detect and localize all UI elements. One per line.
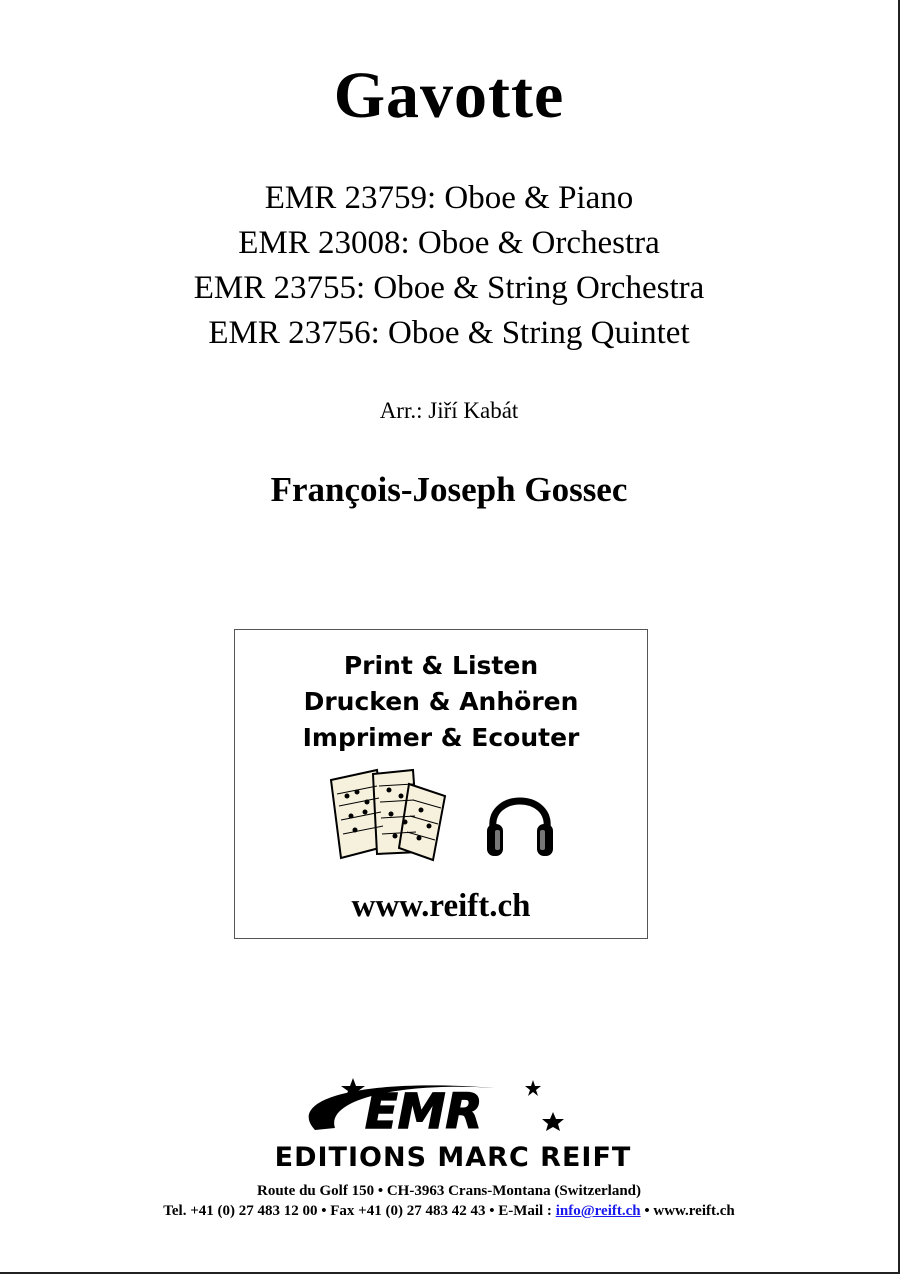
composer-name: François-Joseph Gossec xyxy=(270,470,628,509)
promo-line: Drucken & Anhören xyxy=(303,687,579,716)
promo-website: www.reift.ch xyxy=(351,888,531,924)
sheet-music-icon xyxy=(327,766,457,862)
logo-emr-text: EMR xyxy=(365,1084,483,1140)
arranger-credit: Arr.: Jiří Kabát xyxy=(379,398,519,423)
edition-item: EMR 23755: Oboe & String Orchestra xyxy=(193,270,705,306)
publisher-address: Route du Golf 150 • CH-3963 Crans-Montana (Switzerland) xyxy=(257,1183,641,1199)
edition-item: EMR 23008: Oboe & Orchestra xyxy=(238,225,660,261)
promo-line: Imprimer & Ecouter xyxy=(302,723,580,752)
promo-line: Print & Listen xyxy=(343,651,539,680)
emr-logo xyxy=(295,1072,585,1142)
edition-item: EMR 23759: Oboe & Piano xyxy=(264,180,634,216)
publisher-contact xyxy=(0,1200,898,1222)
contact-website: • www.reift.ch xyxy=(640,1203,735,1219)
email-link[interactable]: info@reift.ch xyxy=(555,1203,641,1219)
edition-list xyxy=(0,176,898,356)
promo-text xyxy=(235,648,647,756)
headphones-icon xyxy=(485,782,555,862)
contact-phone-fax: Tel. +41 (0) 27 483 12 00 • Fax +41 (0) 27 483 42 43 • E-Mail : xyxy=(163,1203,556,1219)
piece-title: Gavotte xyxy=(333,59,565,132)
publisher-name: EDITIONS MARC REIFT xyxy=(274,1142,632,1173)
print-listen-box xyxy=(234,629,648,939)
edition-item: EMR 23756: Oboe & String Quintet xyxy=(208,315,690,351)
